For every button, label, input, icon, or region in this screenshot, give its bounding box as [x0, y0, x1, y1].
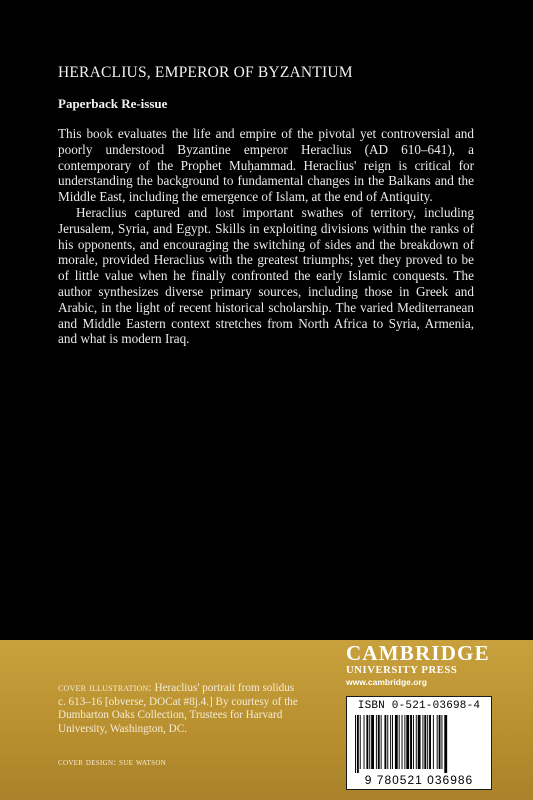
cover-design-credit: cover design: sue watson — [58, 757, 167, 768]
description-paragraph-1: This book evaluates the life and empire of the pivotal yet controversial and poorly understood Byzantine emperor Heraclius (AD 610–641), a contemporary of the Prophet Muḥammad. Heraclius' reign is critical for understanding the background to fundamental changes in the Balkans and the Middle East, including the emergence of Islam, at the end of Antiquity. — [58, 126, 474, 205]
barcode-bar — [369, 715, 370, 769]
cover-illustration-label: cover illustration: — [58, 682, 152, 694]
barcode-bar — [392, 715, 393, 769]
description-paragraph-2: Heraclius captured and lost important swathes of territory, including Jerusalem, Syria, and Egypt. Skills in exploiting divisions within the ranks of his opponents, and encouraging the switching of sides and the breakdown of morale, provided Heraclius with the greatest triumphs; yet they proved to be of little value when he finally confronted the early Islamic conquests. The author synthesizes diverse primary sources, including those in Greek and Arabic, in the light of recent historical scholarship. The varied Mediterranean and Middle Eastern context stretches from North Africa to Syria, Armenia, and what is modern Iraq. — [58, 204, 474, 347]
publisher-logo — [346, 642, 496, 688]
gold-footer-band — [0, 640, 533, 800]
barcode-bar — [399, 715, 400, 769]
barcode-bar — [413, 715, 414, 769]
publisher-press: UNIVERSITY PRESS — [346, 665, 458, 676]
barcode-bar — [422, 715, 423, 769]
barcode-bar — [416, 715, 417, 769]
publisher-name: CAMBRIDGE — [346, 641, 490, 665]
isbn-label: ISBN 0-521-03698-4 — [357, 700, 481, 712]
book-title: HERACLIUS, EMPEROR OF BYZANTIUM — [58, 64, 353, 81]
barcode-bar — [402, 715, 403, 769]
cover-illustration-credit — [58, 682, 303, 736]
barcode-bar — [433, 715, 434, 769]
cover-illustration-text: Heraclius' portrait from solidus c. 613–16 [obverse, DOCat #8j.4.] By courtesy of the Dumbarton Oaks Collection, Trustees for Harvard University, Washington, DC. — [58, 682, 298, 735]
barcode-bar — [378, 715, 380, 769]
book-description — [58, 126, 474, 347]
barcode-bar — [355, 715, 356, 773]
barcode-bar — [444, 715, 447, 773]
isbn-number: 9 780521 036986 — [364, 773, 474, 787]
barcode-icon — [347, 715, 491, 773]
barcode-bar — [410, 715, 412, 769]
barcode-bar — [418, 715, 421, 769]
barcode-bar — [406, 715, 409, 769]
edition-label: Paperback Re-issue — [58, 96, 168, 111]
isbn-barcode-box — [346, 696, 492, 790]
barcode-bar — [360, 715, 361, 769]
barcode-bar — [439, 715, 441, 769]
barcode-bar — [427, 715, 428, 769]
barcode-bar — [441, 715, 442, 769]
barcode-bar — [404, 715, 405, 769]
barcode-bar — [364, 715, 365, 769]
barcode-bar — [381, 715, 382, 769]
barcode-bar — [384, 715, 386, 769]
barcode-bar — [437, 715, 438, 769]
publisher-url: www.cambridge.org — [346, 677, 427, 687]
barcode-bar — [376, 715, 377, 769]
barcode-bar — [357, 715, 359, 773]
barcode-bar — [371, 715, 374, 769]
barcode-bar — [390, 715, 391, 769]
barcode-bar — [366, 715, 368, 769]
barcode-bar — [395, 715, 398, 769]
barcode-bar — [387, 715, 388, 769]
barcode-bar — [429, 715, 431, 769]
barcode-bar — [424, 715, 426, 769]
